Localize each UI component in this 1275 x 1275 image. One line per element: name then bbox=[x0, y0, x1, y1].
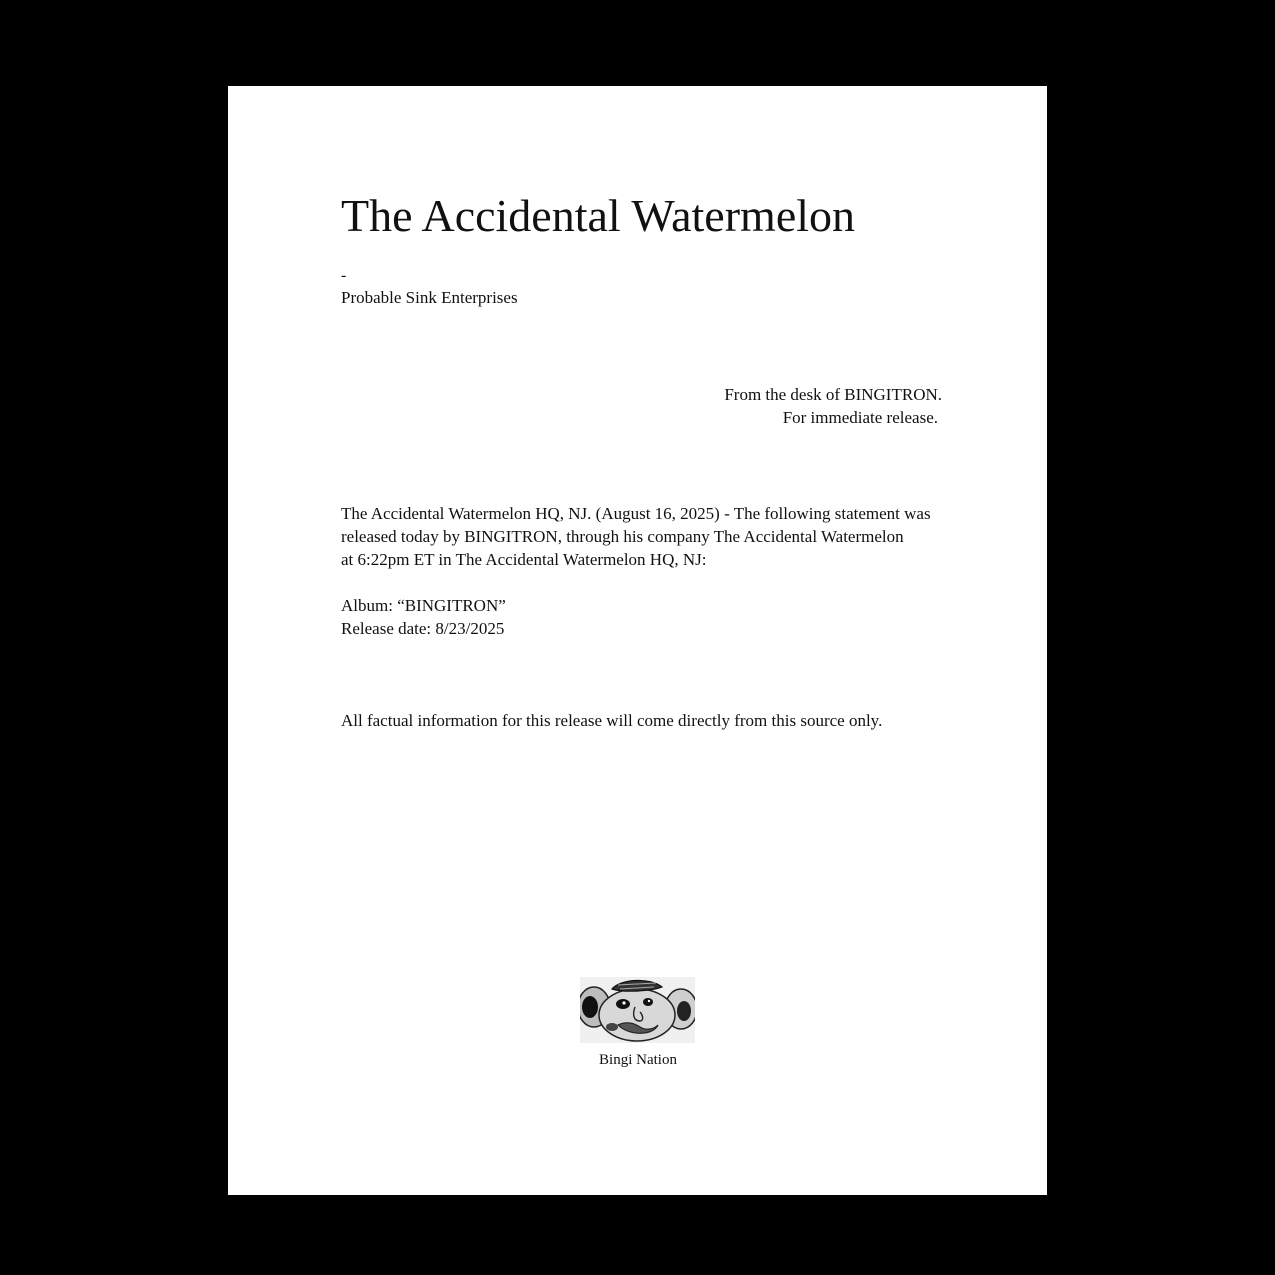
factual-notice: All factual information for this release will come directly from this source only. bbox=[341, 711, 883, 730]
desk-line-release: For immediate release. bbox=[782, 408, 938, 427]
album-title: Album: “BINGITRON” bbox=[341, 596, 506, 615]
company-name: Probable Sink Enterprises bbox=[341, 288, 518, 307]
press-release-page bbox=[228, 86, 1047, 1195]
cartoon-face-logo-icon bbox=[580, 977, 695, 1043]
statement-line: released today by BINGITRON, through his company The Accidental Watermelon bbox=[341, 527, 904, 546]
desk-line-from: From the desk of BINGITRON. bbox=[724, 385, 942, 404]
statement-paragraph bbox=[341, 502, 971, 571]
title-dash: - bbox=[341, 267, 347, 284]
release-date: Release date: 8/23/2025 bbox=[341, 619, 505, 638]
page-title: The Accidental Watermelon bbox=[341, 190, 856, 241]
statement-line: The Accidental Watermelon HQ, NJ. (August 16, 2025) - The following statement was bbox=[341, 504, 931, 523]
album-info bbox=[341, 594, 506, 640]
logo-caption: Bingi Nation bbox=[599, 1052, 677, 1068]
desk-block bbox=[724, 383, 942, 429]
statement-line: at 6:22pm ET in The Accidental Watermelon HQ, NJ: bbox=[341, 550, 707, 569]
